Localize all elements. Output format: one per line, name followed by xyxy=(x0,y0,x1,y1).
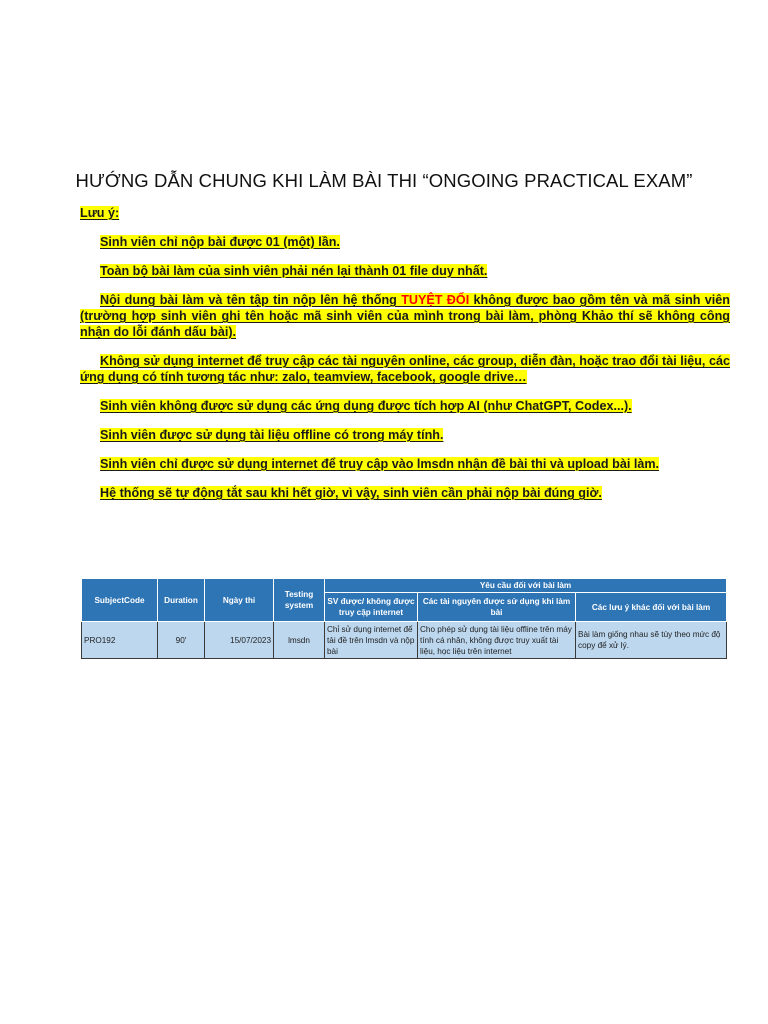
note-item-3: Nội dung bài làm và tên tập tin nộp lên hệ thống TUYỆT ĐỐI không được bao gồm tên và mã sinh viên (trường hợp sinh viên ghi tên hoặc mã sinh viên của mình trong bài làm, phòng Khảo thí sẽ không công nhận do lỗi đánh dấu bài). xyxy=(80,293,730,339)
header-date: Ngày thi xyxy=(205,579,274,622)
document-title: HƯỚNG DẪN CHUNG KHI LÀM BÀI THI “ONGOING PRACTICAL EXAM” xyxy=(75,170,693,191)
note-item-4: Không sử dụng internet để truy cập các tài nguyên online, các group, diễn đàn, hoặc trao đổi tài liệu, các ứng dụng có tính tương tác như: zalo, teamview, facebook, google drive… xyxy=(80,354,730,384)
note-item-1: Sinh viên chỉ nộp bài được 01 (một) lần. xyxy=(100,235,340,249)
emphasis-text: TUYỆT ĐỐI xyxy=(401,293,470,307)
table-header-row xyxy=(82,579,727,593)
note-item-2: Toàn bộ bài làm của sinh viên phải nén lại thành 01 file duy nhất. xyxy=(100,264,488,278)
cell-testing-system: lmsdn xyxy=(274,622,325,659)
cell-resources: Cho phép sử dụng tài liệu offline trên máy tính cá nhân, không được truy xuất tài liệu, học liệu trên internet xyxy=(418,622,576,659)
notes-section xyxy=(80,205,730,514)
header-duration: Duration xyxy=(158,579,205,622)
cell-internet-access: Chỉ sử dụng internet để tải đề trên lmsdn và nộp bài xyxy=(325,622,418,659)
exam-requirements-table xyxy=(81,578,727,659)
note-item-6: Sinh viên được sử dụng tài liệu offline có trong máy tính. xyxy=(100,428,444,442)
header-other-notes: Các lưu ý khác đối với bài làm xyxy=(576,593,727,622)
cell-other-notes: Bài làm giống nhau sẽ tùy theo mức độ copy để xử lý. xyxy=(576,622,727,659)
header-testing-system: Testing system xyxy=(274,579,325,622)
cell-duration: 90' xyxy=(158,622,205,659)
note-label: Lưu ý: xyxy=(80,206,120,220)
cell-subject-code: PRO192 xyxy=(82,622,158,659)
note-item-5: Sinh viên không được sử dụng các ứng dụng được tích hợp AI (như ChatGPT, Codex...). xyxy=(100,399,632,413)
header-resources: Các tài nguyên được sử dụng khi làm bài xyxy=(418,593,576,622)
header-subject-code: SubjectCode xyxy=(82,579,158,622)
table-row xyxy=(82,622,727,659)
header-internet-access: SV được/ không được truy cập internet xyxy=(325,593,418,622)
header-requirements-group: Yêu cầu đối với bài làm xyxy=(325,579,727,593)
cell-date: 15/07/2023 xyxy=(205,622,274,659)
note-item-7: Sinh viên chỉ được sử dụng internet để truy cập vào lmsdn nhận đề bài thi và upload bài làm. xyxy=(100,457,660,471)
note-item-8: Hệ thống sẽ tự động tắt sau khi hết giờ, vì vậy, sinh viên cần phải nộp bài đúng giờ. xyxy=(100,486,602,500)
